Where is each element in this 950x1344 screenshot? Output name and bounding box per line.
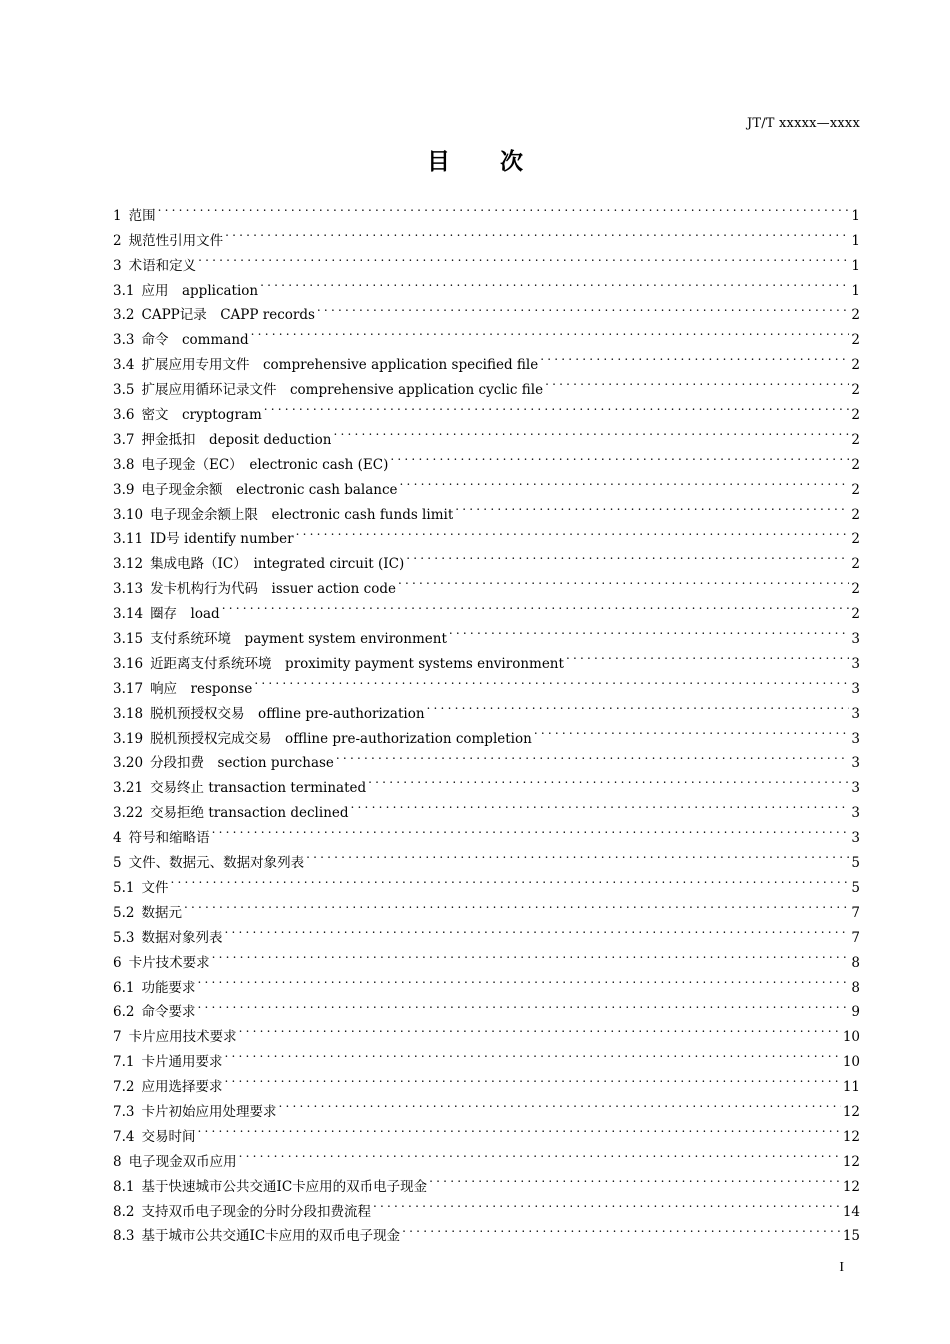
- toc-dot-leader: [429, 1166, 841, 1191]
- toc-dot-leader: [455, 494, 849, 519]
- toc-entry-page: 1: [851, 207, 860, 224]
- toc-entry-number: 3.15: [113, 631, 144, 648]
- toc-entry-page: 1: [851, 257, 860, 274]
- toc-dot-leader: [197, 967, 849, 992]
- toc-dot-leader: [427, 693, 850, 718]
- toc-entry-page: 12: [842, 1128, 860, 1145]
- toc-dot-leader: [158, 195, 850, 220]
- toc-entry-title: 交易时间: [141, 1128, 196, 1145]
- toc-entry-number: 3.22: [113, 805, 144, 822]
- standard-code: JT/T xxxxx—xxxx: [746, 116, 860, 131]
- toc-entry-number: 3.7: [113, 431, 135, 448]
- toc-entry-page: 8: [851, 954, 860, 971]
- toc-entry-title: 规范性引用文件: [128, 232, 224, 249]
- toc-dot-leader: [212, 942, 850, 967]
- toc-entry-title: 扩展应用专用文件 comprehensive application specified file: [141, 357, 539, 374]
- toc-entry-page: 2: [851, 531, 860, 548]
- toc-dot-leader: [317, 295, 849, 320]
- toc-dot-leader: [260, 270, 849, 295]
- toc-dot-leader: [398, 568, 849, 593]
- toc-entry[interactable]: [113, 842, 860, 872]
- toc-entry-number: 3.19: [113, 730, 144, 747]
- toc-entry-page: 3: [851, 780, 860, 797]
- toc-entry-page: 7: [851, 904, 860, 921]
- toc-entry-page: 2: [851, 357, 860, 374]
- toc-entry-page: 10: [842, 1029, 860, 1046]
- toc-entry-title: 集成电路（IC） integrated circuit (IC): [150, 556, 405, 573]
- toc-entry-page: 3: [851, 730, 860, 747]
- toc-entry-page: 2: [851, 456, 860, 473]
- toc-entry-number: 5.2: [113, 904, 135, 921]
- toc-entry-page: 2: [851, 581, 860, 598]
- toc-entry-page: 3: [851, 805, 860, 822]
- toc-entry-number: 3.18: [113, 705, 144, 722]
- toc-entry-number: 3.20: [113, 755, 144, 772]
- toc-entry-page: 15: [842, 1228, 860, 1245]
- toc-dot-leader: [225, 220, 849, 245]
- toc-entry-title: 脱机预授权交易 offline pre-authorization: [150, 705, 425, 722]
- toc-entry[interactable]: [113, 867, 860, 896]
- toc-entry-title: 命令 command: [141, 332, 249, 349]
- toc-dot-leader: [336, 743, 849, 768]
- toc-dot-leader: [222, 593, 850, 618]
- toc-entry[interactable]: [113, 1041, 860, 1071]
- toc-entry-number: 5: [113, 855, 122, 872]
- toc-entry-page: 5: [851, 855, 860, 872]
- toc-entry-number: 7.2: [113, 1079, 135, 1096]
- toc-entry-number: 3.5: [113, 382, 135, 399]
- toc-dot-leader: [351, 792, 850, 817]
- toc-dot-leader: [197, 992, 849, 1017]
- toc-dot-leader: [566, 643, 849, 668]
- toc-entry-title: 基于城市公共交通IC卡应用的双币电子现金: [141, 1228, 401, 1245]
- toc-entry-number: 3.4: [113, 357, 135, 374]
- page-number: I: [839, 1260, 844, 1275]
- toc-entry-title: 响应 response: [150, 680, 253, 697]
- toc-entry-number: 2: [113, 232, 122, 249]
- toc-dot-leader: [184, 892, 849, 917]
- toc-entry-page: 5: [851, 879, 860, 896]
- toc-entry-title: 卡片应用技术要求: [128, 1029, 237, 1046]
- toc-entry-title: 交易拒绝 transaction declined: [150, 805, 349, 822]
- toc-entry[interactable]: [113, 1141, 860, 1170]
- toc-entry-title: 扩展应用循环记录文件 comprehensive application cyclic file: [141, 382, 544, 399]
- toc-entry[interactable]: [113, 817, 860, 847]
- toc-dot-leader: [170, 867, 849, 892]
- toc-dot-leader: [224, 917, 849, 942]
- toc-dot-leader: [449, 618, 850, 643]
- toc-entry-title: 电子现金双币应用: [128, 1153, 237, 1170]
- toc-entry[interactable]: [113, 1066, 860, 1096]
- toc-dot-leader: [306, 842, 849, 867]
- toc-entry-number: 3.6: [113, 407, 135, 424]
- toc-entry-title: 分段扣费 section purchase: [150, 755, 334, 772]
- toc-dot-leader: [198, 245, 849, 270]
- toc-entry-page: 12: [842, 1153, 860, 1170]
- toc-entry-title: 圈存 load: [150, 606, 220, 623]
- toc-entry-number: 3.8: [113, 456, 135, 473]
- toc-entry-number: 7.1: [113, 1054, 135, 1071]
- toc-entry-title: 电子现金（EC） electronic cash (EC): [141, 456, 389, 473]
- toc-entry-number: 1: [113, 207, 122, 224]
- toc-entry-title: 支付系统环境 payment system environment: [150, 631, 447, 648]
- toc-entry-title: 近距离支付系统环境 proximity payment systems environment: [150, 655, 564, 672]
- toc-entry-number: 3.14: [113, 606, 144, 623]
- toc-entry-number: 3.17: [113, 680, 144, 697]
- toc-dot-leader: [534, 718, 850, 743]
- toc-entry-page: 2: [851, 506, 860, 523]
- toc-entry[interactable]: [113, 593, 860, 623]
- toc-entry-number: 3.13: [113, 581, 144, 598]
- toc-entry[interactable]: [113, 942, 860, 971]
- toc-dot-leader: [278, 1091, 840, 1116]
- toc-entry-page: 2: [851, 606, 860, 623]
- toc-entry-page: 7: [851, 929, 860, 946]
- toc-dot-leader: [540, 344, 849, 369]
- toc-entry-title: 电子现金余额 electronic cash balance: [141, 481, 398, 498]
- toc-entry-number: 6.1: [113, 979, 135, 996]
- toc-entry-page: 9: [851, 1004, 860, 1021]
- toc-dot-leader: [224, 1066, 840, 1091]
- toc-dot-leader: [406, 543, 849, 568]
- toc-entry[interactable]: [113, 220, 860, 249]
- toc-dot-leader: [333, 419, 849, 444]
- toc-entry-number: 8: [113, 1153, 122, 1170]
- toc-entry-number: 8.1: [113, 1178, 135, 1195]
- toc-entry-title: 电子现金余额上限 electronic cash funds limit: [150, 506, 454, 523]
- toc-entry-number: 7.4: [113, 1128, 135, 1145]
- toc-entry-page: 3: [851, 631, 860, 648]
- toc-entry-number: 6: [113, 954, 122, 971]
- toc-entry-title: 卡片技术要求: [128, 954, 210, 971]
- toc-entry-title: 文件: [141, 879, 169, 896]
- toc-entry-number: 3.1: [113, 282, 135, 299]
- toc-dot-leader: [254, 668, 849, 693]
- toc-entry[interactable]: [113, 270, 860, 299]
- toc-entry-title: 卡片初始应用处理要求: [141, 1103, 277, 1120]
- toc-entry-number: 4: [113, 830, 122, 847]
- toc-entry-number: 3.11: [113, 531, 144, 548]
- toc-entry-number: 3.9: [113, 481, 135, 498]
- toc-dot-leader: [373, 1191, 841, 1216]
- toc-entry-title: 功能要求: [141, 979, 196, 996]
- toc-dot-leader: [224, 1041, 840, 1066]
- toc-entry-page: 14: [842, 1203, 860, 1220]
- toc-entry-page: 10: [842, 1054, 860, 1071]
- toc-entry-number: 8.2: [113, 1203, 135, 1220]
- toc-entry-number: 3.12: [113, 556, 144, 573]
- toc-entry-title: 术语和定义: [128, 257, 197, 274]
- toc-entry-page: 2: [851, 382, 860, 399]
- toc-entry-title: 交易终止 transaction terminated: [150, 780, 367, 797]
- toc-entry-title: 脱机预授权完成交易 offline pre-authorization completion: [150, 730, 532, 747]
- toc-dot-leader: [239, 1016, 841, 1041]
- toc-entry-number: 3.3: [113, 332, 135, 349]
- toc-entry-title: 基于快速城市公共交通IC卡应用的双币电子现金: [141, 1178, 428, 1195]
- toc-dot-leader: [400, 469, 850, 494]
- toc-entry-title: 支持双币电子现金的分时分段扣费流程: [141, 1203, 371, 1220]
- toc-entry-number: 3.21: [113, 780, 144, 797]
- toc-entry[interactable]: [113, 1116, 860, 1145]
- toc-entry[interactable]: [113, 967, 860, 996]
- toc-entry-number: 3.16: [113, 655, 144, 672]
- toc-dot-leader: [390, 444, 849, 469]
- toc-entry-number: 7.3: [113, 1103, 135, 1120]
- toc-entry-title: 应用选择要求: [141, 1079, 223, 1096]
- toc-entry[interactable]: [113, 618, 860, 648]
- toc-entry-title: 应用 application: [141, 282, 259, 299]
- toc-entry-number: 8.3: [113, 1228, 135, 1245]
- toc-entry-title: 密文 cryptogram: [141, 407, 262, 424]
- toc-entry-title: 数据元: [141, 904, 182, 921]
- toc-entry-title: 卡片通用要求: [141, 1054, 223, 1071]
- toc-entry-page: 3: [851, 655, 860, 672]
- toc-entry-page: 3: [851, 705, 860, 722]
- toc-entry[interactable]: [113, 245, 860, 274]
- toc-entry-page: 3: [851, 755, 860, 772]
- toc-dot-leader: [197, 1116, 840, 1141]
- toc-entry-title: 命令要求: [141, 1004, 196, 1021]
- toc-dot-leader: [402, 1216, 841, 1241]
- toc-entry-title: 符号和缩略语: [128, 830, 210, 847]
- toc-entry-page: 2: [851, 431, 860, 448]
- toc-entry[interactable]: [113, 892, 860, 921]
- toc-title: 目次: [427, 149, 573, 175]
- toc-entry-number: 3.10: [113, 506, 144, 523]
- toc-entry-title: 发卡机构行为代码 issuer action code: [150, 581, 396, 598]
- toc-entry-title: ID号 identify number: [150, 531, 294, 548]
- toc-dot-leader: [296, 519, 850, 544]
- toc-dot-leader: [251, 319, 850, 344]
- toc-entry-number: 5.1: [113, 879, 135, 896]
- toc-entry-number: 3: [113, 257, 122, 274]
- toc-entry-number: 6.2: [113, 1004, 135, 1021]
- toc-entry-page: 2: [851, 481, 860, 498]
- toc-entry-page: 3: [851, 830, 860, 847]
- toc-dot-leader: [264, 394, 850, 419]
- toc-entry-page: 1: [851, 232, 860, 249]
- toc-entry-title: 押金抵扣 deposit deduction: [141, 431, 332, 448]
- toc-entry-page: 8: [851, 979, 860, 996]
- toc-entry-title: CAPP记录 CAPP records: [141, 307, 315, 324]
- toc-entry-page: 12: [842, 1103, 860, 1120]
- toc-entry[interactable]: [113, 1091, 860, 1120]
- toc-entry-page: 2: [851, 307, 860, 324]
- toc-entry-page: 12: [842, 1178, 860, 1195]
- toc-entry[interactable]: [113, 1016, 860, 1046]
- toc-entry-title: 数据对象列表: [141, 929, 223, 946]
- toc-entry-page: 2: [851, 407, 860, 424]
- toc-entry-page: 11: [842, 1079, 860, 1096]
- toc-entry-title: 文件、数据元、数据对象列表: [128, 855, 305, 872]
- table-of-contents: [113, 195, 860, 1245]
- toc-entry-page: 2: [851, 332, 860, 349]
- toc-dot-leader: [368, 767, 849, 792]
- toc-entry[interactable]: [113, 195, 860, 224]
- toc-entry[interactable]: [113, 992, 860, 1021]
- toc-entry-page: 2: [851, 556, 860, 573]
- toc-entry-number: 3.2: [113, 307, 135, 324]
- toc-entry-number: 7: [113, 1029, 122, 1046]
- toc-dot-leader: [212, 817, 850, 842]
- toc-dot-leader: [239, 1141, 841, 1166]
- toc-dot-leader: [545, 369, 849, 394]
- toc-entry-page: 1: [851, 282, 860, 299]
- toc-entry-title: 范围: [128, 207, 156, 224]
- toc-entry[interactable]: [113, 917, 860, 946]
- toc-entry-page: 3: [851, 680, 860, 697]
- toc-entry-number: 5.3: [113, 929, 135, 946]
